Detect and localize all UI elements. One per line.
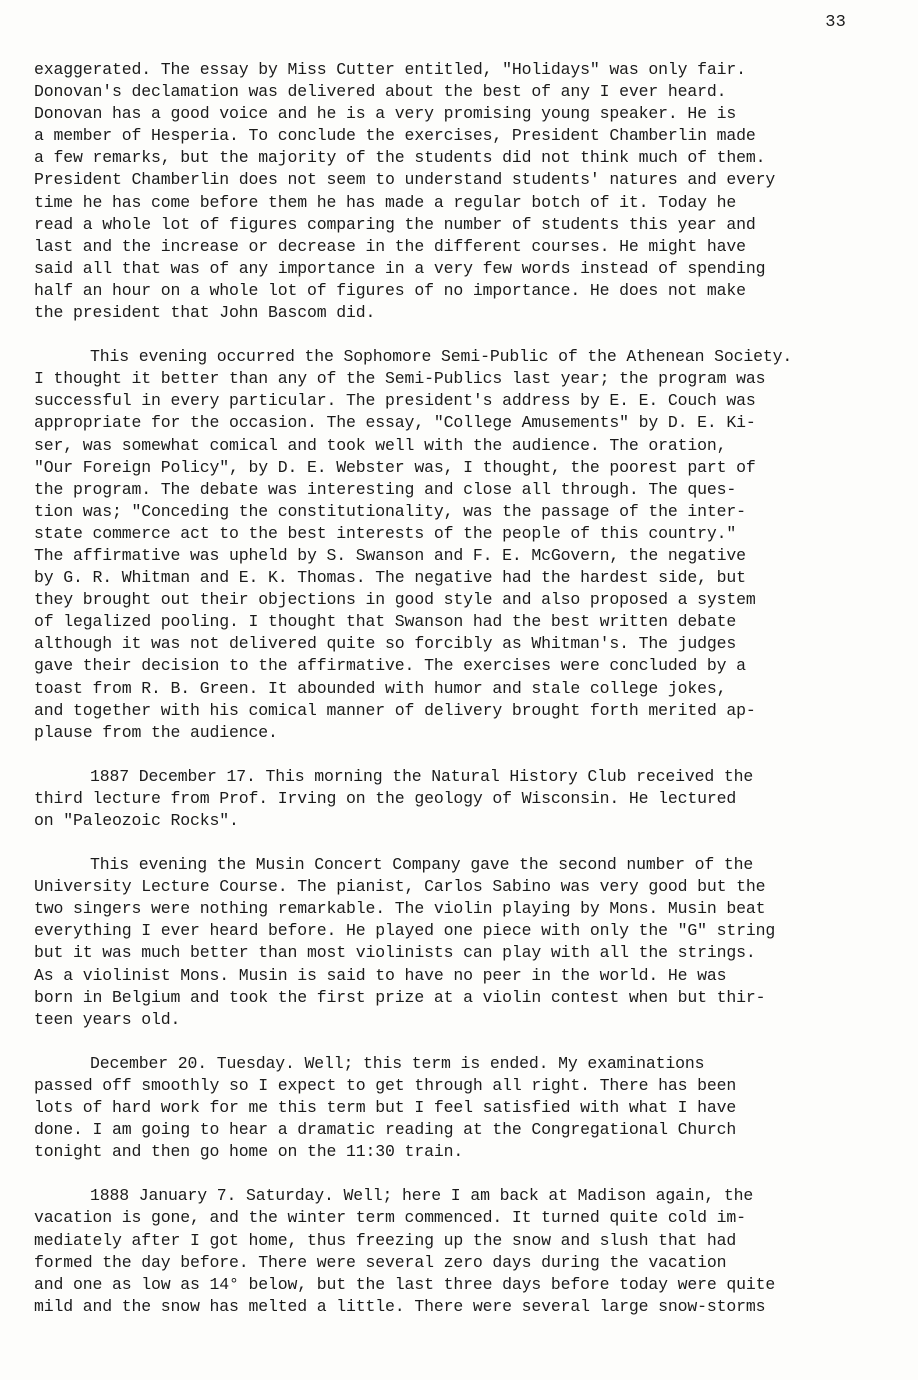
text-line: The affirmative was upheld by S. Swanson and F. E. McGovern, the negative	[34, 545, 746, 565]
text-line: mild and the snow has melted a little. There were several large snow-storms	[34, 1296, 766, 1316]
text-line: state commerce act to the best interests of the people of this country."	[34, 523, 737, 543]
paragraph	[34, 59, 894, 324]
paragraph	[34, 346, 894, 744]
paragraph	[34, 1185, 894, 1318]
text-line: As a violinist Mons. Musin is said to have no peer in the world. He was	[34, 965, 727, 985]
paragraph	[34, 854, 894, 1031]
text-line: successful in every particular. The president's address by E. E. Couch was	[34, 391, 756, 411]
text-line: December 20. Tuesday. Well; this term is ended. My examinations	[90, 1053, 705, 1073]
text-line: two singers were nothing remarkable. The violin playing by Mons. Musin beat	[34, 899, 766, 919]
text-line: the president that John Bascom did.	[34, 303, 376, 323]
text-line: ser, was somewhat comical and took well with the audience. The oration,	[34, 435, 727, 455]
text-line: plause from the audience.	[34, 722, 278, 742]
text-line: by G. R. Whitman and E. K. Thomas. The negative had the hardest side, but	[34, 568, 746, 588]
text-line: a member of Hesperia. To conclude the exercises, President Chamberlin made	[34, 126, 756, 146]
text-line: lots of hard work for me this term but I feel satisfied with what I have	[34, 1098, 737, 1118]
paragraph	[34, 1053, 894, 1163]
text-line: although it was not delivered quite so forcibly as Whitman's. The judges	[34, 634, 737, 654]
text-line: gave their decision to the affirmative. The exercises were concluded by a	[34, 656, 746, 676]
text-line: third lecture from Prof. Irving on the geology of Wisconsin. He lectured	[34, 788, 737, 808]
text-line: last and the increase or decrease in the different courses. He might have	[34, 236, 746, 256]
text-line: formed the day before. There were several zero days during the vacation	[34, 1252, 727, 1272]
text-line: but it was much better than most violinists can play with all the strings.	[34, 943, 756, 963]
text-line: a few remarks, but the majority of the students did not think much of them.	[34, 148, 766, 168]
text-line: mediately after I got home, thus freezing up the snow and slush that had	[34, 1230, 737, 1250]
text-line: Donovan's declamation was delivered about the best of any I ever heard.	[34, 82, 727, 102]
text-line: "Our Foreign Policy", by D. E. Webster was, I thought, the poorest part of	[34, 457, 756, 477]
text-line: University Lecture Course. The pianist, Carlos Sabino was very good but the	[34, 877, 766, 897]
text-line: born in Belgium and took the first prize at a violin contest when but thir-	[34, 987, 766, 1007]
text-line: done. I am going to hear a dramatic reading at the Congregational Church	[34, 1120, 737, 1140]
text-line: President Chamberlin does not seem to understand students' natures and every	[34, 170, 776, 190]
text-line: Donovan has a good voice and he is a very promising young speaker. He is	[34, 104, 737, 124]
text-line: passed off smoothly so I expect to get through all right. There has been	[34, 1075, 737, 1095]
text-line: 1888 January 7. Saturday. Well; here I am back at Madison again, the	[90, 1186, 754, 1206]
paragraph	[34, 766, 894, 832]
text-line: everything I ever heard before. He played one piece with only the "G" string	[34, 921, 776, 941]
text-line: the program. The debate was interesting and close all through. The ques-	[34, 479, 737, 499]
text-line: on "Paleozoic Rocks".	[34, 811, 239, 830]
page-body	[34, 59, 894, 1340]
text-line: vacation is gone, and the winter term commenced. It turned quite cold im-	[34, 1208, 746, 1228]
text-line: This evening the Musin Concert Company gave the second number of the	[90, 855, 754, 875]
text-line: and one as low as 14° below, but the last three days before today were quite	[34, 1274, 776, 1294]
page-number: 33	[825, 13, 846, 32]
text-line: said all that was of any importance in a very few words instead of spending	[34, 258, 766, 278]
text-line: I thought it better than any of the Semi-Publics last year; the program was	[34, 369, 766, 389]
text-line: tonight and then go home on the 11:30 train.	[34, 1142, 464, 1162]
text-line: appropriate for the occasion. The essay, "College Amusements" by D. E. Ki-	[34, 413, 756, 433]
text-line: read a whole lot of figures comparing the number of students this year and	[34, 214, 756, 234]
text-line: 1887 December 17. This morning the Natural History Club received the	[90, 766, 754, 786]
text-line: This evening occurred the Sophomore Semi-Public of the Athenean Society.	[90, 347, 793, 367]
text-line: toast from R. B. Green. It abounded with humor and stale college jokes,	[34, 678, 727, 698]
text-line: of legalized pooling. I thought that Swanson had the best written debate	[34, 612, 737, 632]
text-line: teen years old.	[34, 1009, 181, 1029]
text-line: they brought out their objections in good style and also proposed a system	[34, 590, 756, 610]
text-line: half an hour on a whole lot of figures of no importance. He does not make	[34, 280, 746, 300]
text-line: tion was; "Conceding the constitutionality, was the passage of the inter-	[34, 501, 746, 521]
text-line: time he has come before them he has made a regular botch of it. Today he	[34, 192, 737, 212]
text-line: exaggerated. The essay by Miss Cutter entitled, "Holidays" was only fair.	[34, 60, 746, 79]
text-line: and together with his comical manner of delivery brought forth merited ap-	[34, 700, 756, 720]
